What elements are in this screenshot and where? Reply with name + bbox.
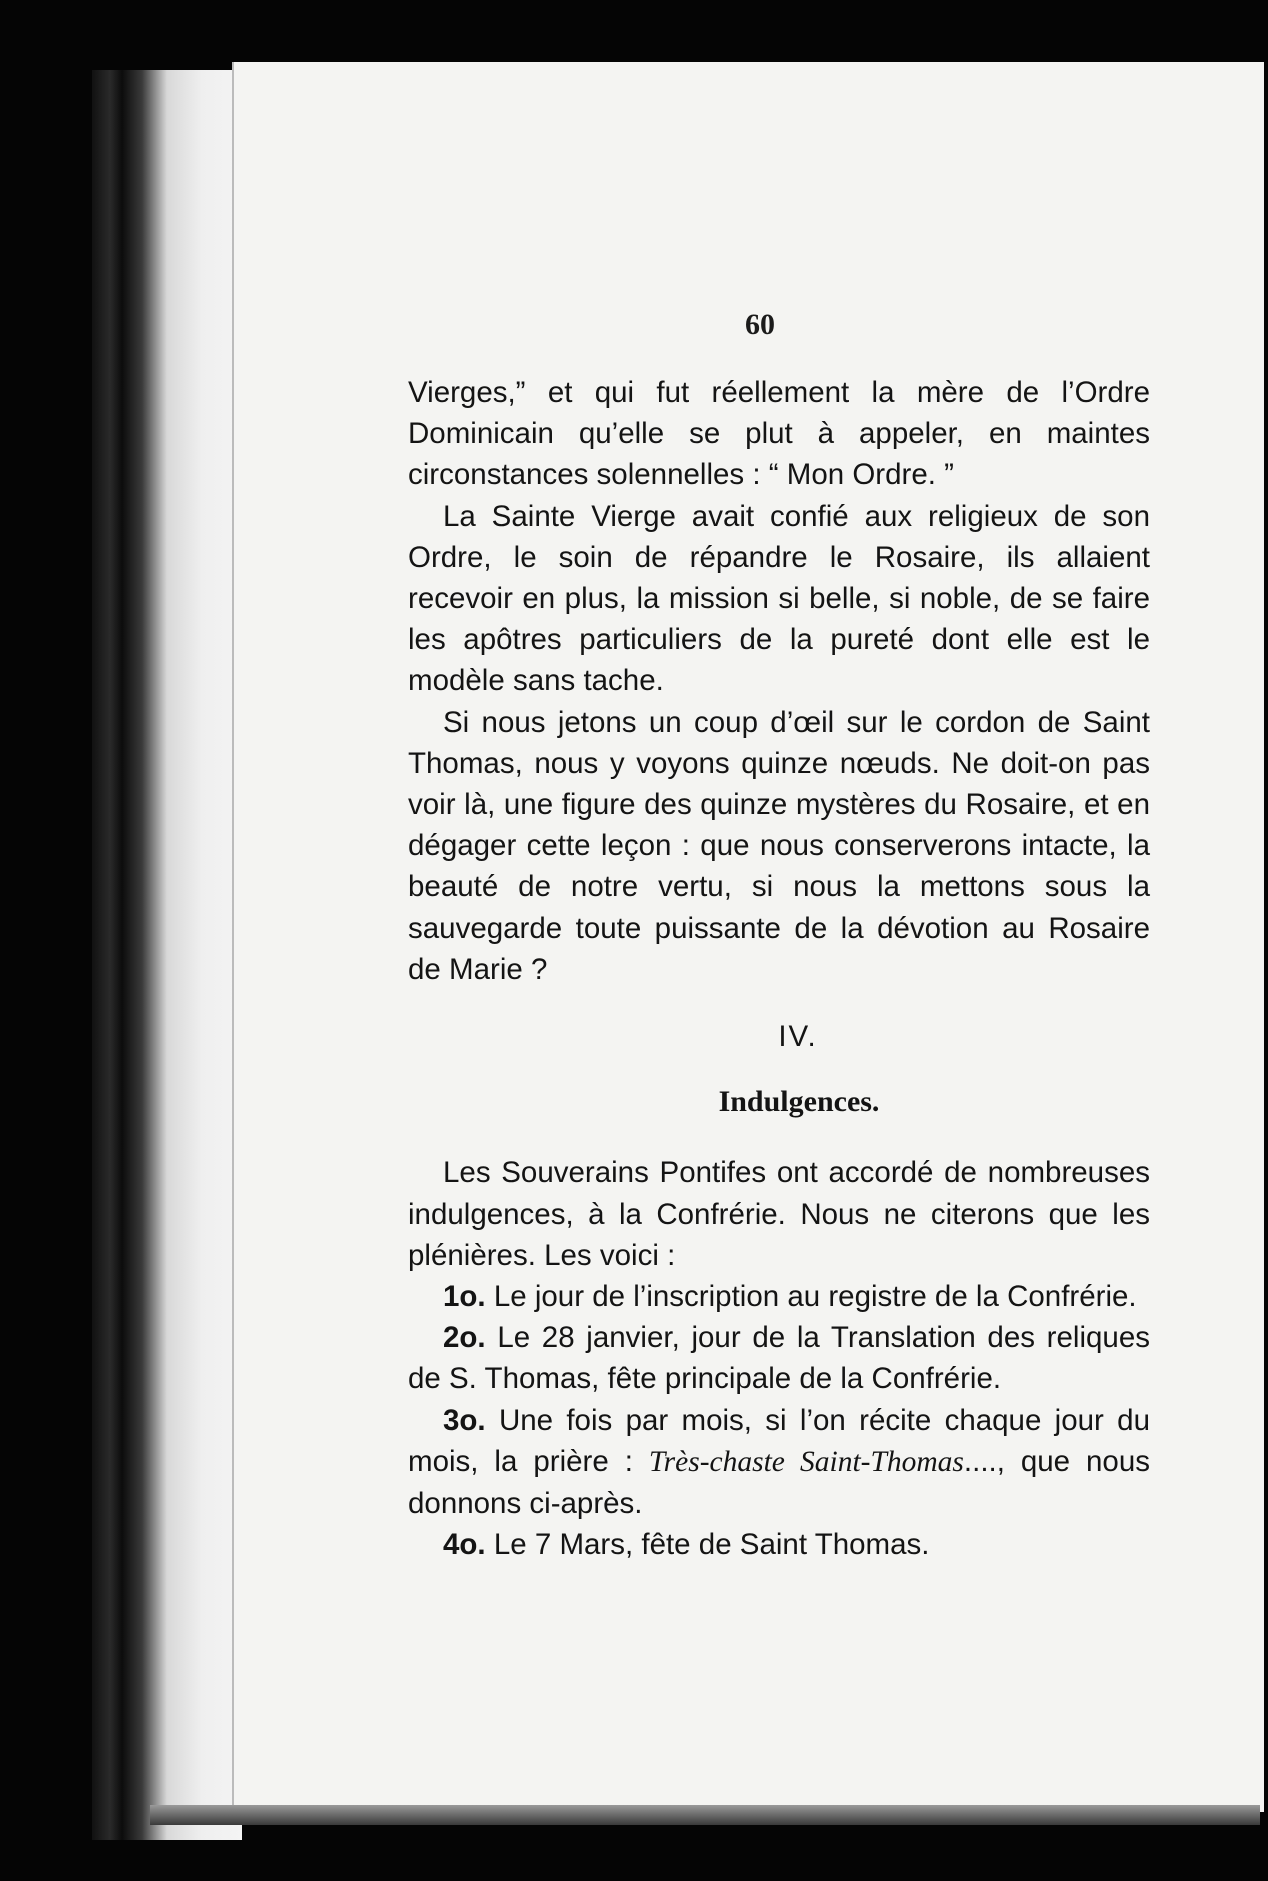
- paragraph: La Sainte Vierge avait confié aux religieux de son Ordre, le soin de répandre le Rosaire, ils allaient recevoir en plus, la mission si belle, si noble, de se faire les apôtres particuliers de la pureté dont elle est le modèle sans tache.: [408, 499, 1150, 698]
- list-item-number: 1o.: [443, 1280, 486, 1314]
- list-item: [408, 1276, 1150, 1317]
- list-item: [408, 1524, 1150, 1565]
- book-spine: [92, 70, 242, 1840]
- paragraph: Si nous jetons un coup d’œil sur le cordon de Saint Thomas, nous y voyons quinze nœuds. Ne doit-on pas voir là, une figure des quinze mystères du Rosaire, et en dégager cette leçon : que nous conserverons intacte, la beauté de notre vertu, si nous la mettons sous la sauvegarde toute puissante de la dévotion au Rosaire de Marie ?: [408, 705, 1150, 986]
- page-number: 60: [745, 308, 775, 341]
- prayer-title: Très-chaste Saint-Thomas: [648, 1445, 964, 1478]
- page-bottom-edge: [150, 1805, 1260, 1825]
- section-title: Indulgences.: [718, 1085, 880, 1119]
- body-text: [408, 372, 1150, 1565]
- list-item-text-end: ...., que nous donnons ci-après.: [408, 1444, 1150, 1521]
- list-item-text: Le 7 Mars, fête de Saint Thomas.: [493, 1528, 930, 1562]
- list-item-text: Le 28 janvier, jour de la Translation des reliques de S. Thomas, fête principale de la Confrérie.: [408, 1321, 1150, 1396]
- paragraph-continued: Vierges,” et qui fut réellement la mère de l’Ordre Dominicain qu’elle se plut à appeler, en maintes circonstances solennelles : “ Mon Ordre. ”: [408, 376, 1150, 492]
- list-item-number: 2o.: [443, 1321, 486, 1355]
- list-item-number: 3o.: [443, 1403, 486, 1437]
- list-item: [408, 1317, 1150, 1399]
- list-item-number: 4o.: [443, 1528, 486, 1562]
- section-numeral: IV.: [778, 1020, 818, 1054]
- paragraph: Les Souverains Pontifes ont accordé de nombreuses indulgences, à la Confrérie. Nous ne citerons que les plénières. Les voici :: [408, 1156, 1150, 1272]
- list-item-text: Une fois par mois, si l’on récite chaque jour du mois, la prière :: [408, 1403, 1150, 1478]
- list-item: [408, 1400, 1150, 1525]
- list-item-text: Le jour de l’inscription au registre de la Confrérie.: [493, 1280, 1137, 1314]
